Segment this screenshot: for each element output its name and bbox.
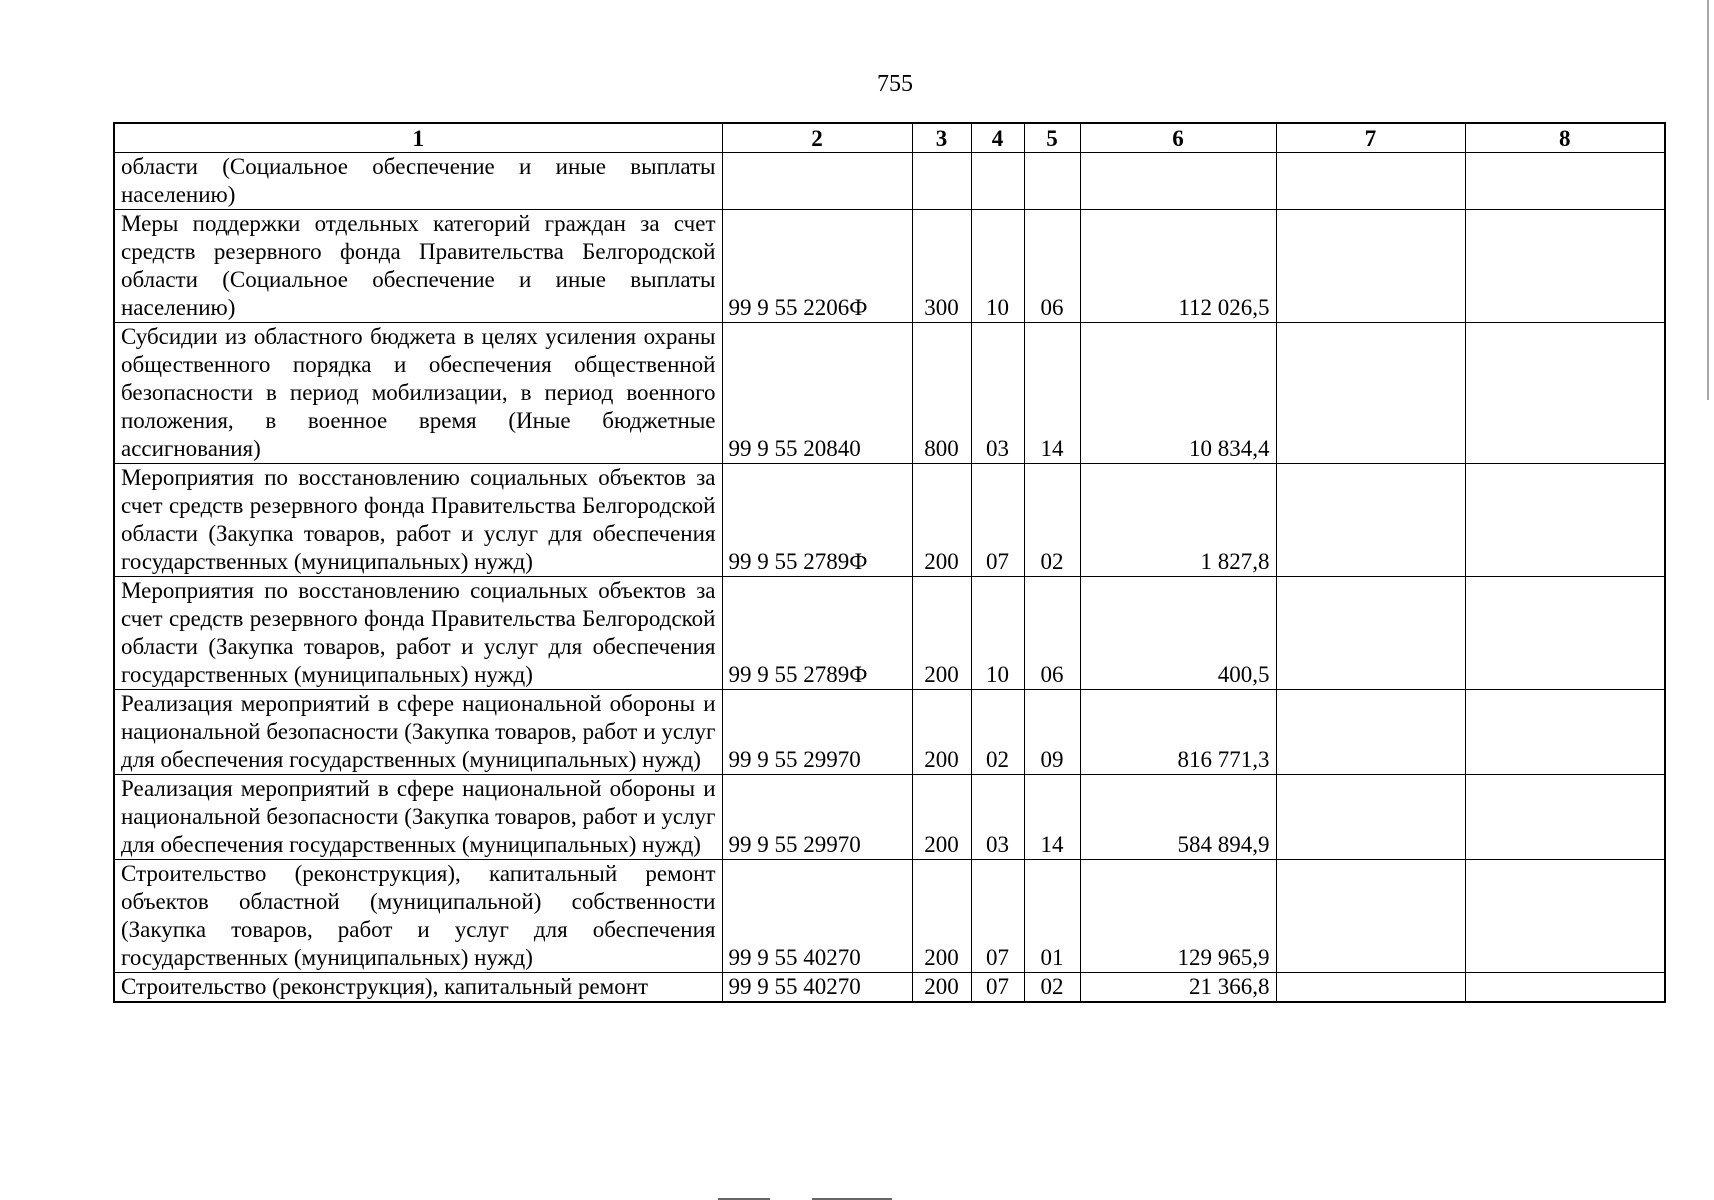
row-description: области (Социальное обеспечение и иные выплаты населению) [114, 153, 722, 210]
row-col-8 [1465, 323, 1665, 464]
row-col-4: 03 [971, 323, 1024, 464]
table-row [114, 153, 1665, 210]
row-description: Строительство (реконструкция), капитальный ремонт объектов областной (муниципальной) собственности (Закупка товаров, работ и услуг для обеспечения государственных (муниципальных) нужд) [114, 860, 722, 973]
row-col-7 [1276, 690, 1465, 775]
row-col-3: 200 [912, 860, 971, 973]
row-col-5: 02 [1024, 464, 1080, 577]
row-amount: 816 771,3 [1080, 690, 1276, 775]
row-col-7 [1276, 210, 1465, 323]
row-col-7 [1276, 577, 1465, 690]
row-amount: 129 965,9 [1080, 860, 1276, 973]
row-col-5: 14 [1024, 323, 1080, 464]
row-col-4: 10 [971, 577, 1024, 690]
row-description: Мероприятия по восстановлению социальных объектов за счет средств резервного фонда Правительства Белгородской области (Закупка товаров, работ и услуг для обеспечения государственных (муниципальных) нужд) [114, 464, 722, 577]
row-col-5: 02 [1024, 973, 1080, 1003]
row-col-8 [1465, 775, 1665, 860]
row-col-8 [1465, 577, 1665, 690]
row-col-7 [1276, 323, 1465, 464]
row-code: 99 9 55 20840 [722, 323, 912, 464]
column-header-1: 1 [114, 123, 722, 153]
table-row [114, 973, 1665, 1003]
row-code: 99 9 55 2789Ф [722, 577, 912, 690]
row-col-3: 200 [912, 973, 971, 1003]
row-description: Реализация мероприятий в сфере национальной обороны и национальной безопасности (Закупка товаров, работ и услуг для обеспечения государственных (муниципальных) нужд) [114, 690, 722, 775]
row-col-8 [1465, 690, 1665, 775]
row-col-4: 07 [971, 973, 1024, 1003]
column-header-3: 3 [912, 123, 971, 153]
row-description: Мероприятия по восстановлению социальных объектов за счет средств резервного фонда Правительства Белгородской области (Закупка товаров, работ и услуг для обеспечения государственных (муниципальных) нужд) [114, 577, 722, 690]
column-header-2: 2 [722, 123, 912, 153]
row-description: Строительство (реконструкция), капитальный ремонт [114, 973, 722, 1003]
row-col-4: 02 [971, 690, 1024, 775]
row-code: 99 9 55 29970 [722, 775, 912, 860]
column-header-7: 7 [1276, 123, 1465, 153]
row-col-5: 09 [1024, 690, 1080, 775]
row-col-8 [1465, 153, 1665, 210]
row-code: 99 9 55 2789Ф [722, 464, 912, 577]
row-description: Реализация мероприятий в сфере национальной обороны и национальной безопасности (Закупка товаров, работ и услуг для обеспечения государственных (муниципальных) нужд) [114, 775, 722, 860]
row-col-3: 200 [912, 775, 971, 860]
row-col-7 [1276, 153, 1465, 210]
row-col-8 [1465, 973, 1665, 1003]
budget-table [113, 122, 1666, 1003]
column-header-8: 8 [1465, 123, 1665, 153]
table-header-row [114, 123, 1665, 153]
row-amount: 21 366,8 [1080, 973, 1276, 1003]
table-row [114, 464, 1665, 577]
row-col-3: 800 [912, 323, 971, 464]
row-code: 99 9 55 29970 [722, 690, 912, 775]
row-col-5: 01 [1024, 860, 1080, 973]
column-header-6: 6 [1080, 123, 1276, 153]
row-col-3 [912, 153, 971, 210]
table-row [114, 690, 1665, 775]
row-code: 99 9 55 40270 [722, 973, 912, 1003]
row-amount: 112 026,5 [1080, 210, 1276, 323]
row-col-4: 07 [971, 860, 1024, 973]
row-amount: 1 827,8 [1080, 464, 1276, 577]
table-row [114, 210, 1665, 323]
row-col-5: 06 [1024, 577, 1080, 690]
row-col-7 [1276, 860, 1465, 973]
row-col-7 [1276, 464, 1465, 577]
row-amount [1080, 153, 1276, 210]
column-header-5: 5 [1024, 123, 1080, 153]
row-code [722, 153, 912, 210]
row-col-3: 200 [912, 690, 971, 775]
row-col-3: 200 [912, 464, 971, 577]
row-col-5: 06 [1024, 210, 1080, 323]
row-amount: 10 834,4 [1080, 323, 1276, 464]
column-header-4: 4 [971, 123, 1024, 153]
row-amount: 400,5 [1080, 577, 1276, 690]
row-col-4: 07 [971, 464, 1024, 577]
row-description: Субсидии из областного бюджета в целях усиления охраны общественного порядка и обеспечения общественной безопасности в период мобилизации, в период военного положения, в военное время (Иные бюджетные ассигнования) [114, 323, 722, 464]
row-code: 99 9 55 2206Ф [722, 210, 912, 323]
row-col-5: 14 [1024, 775, 1080, 860]
scan-edge-line [1707, 0, 1709, 400]
row-col-3: 300 [912, 210, 971, 323]
row-col-7 [1276, 775, 1465, 860]
row-code: 99 9 55 40270 [722, 860, 912, 973]
table-row [114, 860, 1665, 973]
table-row [114, 577, 1665, 690]
table-row [114, 775, 1665, 860]
row-col-4: 03 [971, 775, 1024, 860]
row-col-4 [971, 153, 1024, 210]
row-col-8 [1465, 464, 1665, 577]
row-col-4: 10 [971, 210, 1024, 323]
page-number: 755 [877, 71, 913, 97]
row-col-5 [1024, 153, 1080, 210]
row-col-7 [1276, 973, 1465, 1003]
row-amount: 584 894,9 [1080, 775, 1276, 860]
row-col-8 [1465, 210, 1665, 323]
table-row [114, 323, 1665, 464]
row-col-8 [1465, 860, 1665, 973]
row-description: Меры поддержки отдельных категорий граждан за счет средств резервного фонда Правительства Белгородской области (Социальное обеспечение и иные выплаты населению) [114, 210, 722, 323]
row-col-3: 200 [912, 577, 971, 690]
